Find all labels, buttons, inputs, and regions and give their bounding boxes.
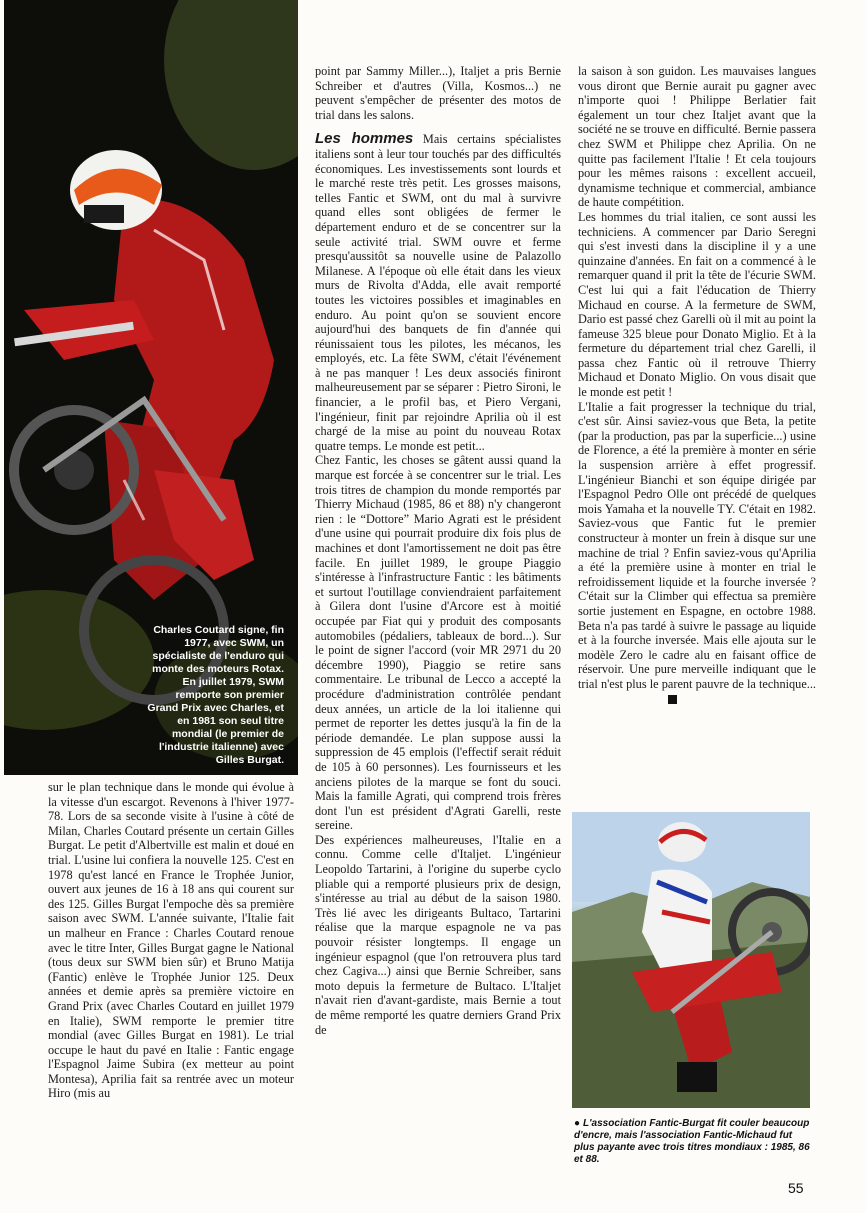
- paragraph: sur le plan technique dans le monde qui évolue à la vitesse d'un escargot. Revenons à l'hiver 1977-78. Lors de sa seconde visite à l'usine à côté de Milan, Charles Coutard présente un certain Gilles Burgat. Le petit d'Albertville est malin et doué en trial. L'usine lui confiera la nouvelle 125. C'est en 1978 qu'est lancé en France le Trophée Junior, ouvert aux jeunes de 16 à 18 ans qui courent sur des 125. Gilles Burgat l'empoche dès sa première saison avec SWM. L'année suivante, l'Italie fait un malheur en France : Charles Coutard renoue avec le titre Inter, Gilles Burgat gagne le National (tous deux sur SWM bien sûr) et Bruno Matija (Fantic) enlève le Trophée Junior 125. Deux années et demie après sa première victoire en Grand Prix (avec Charles Coutard en juillet 1979 en Italie), SWM remporte le premier titre mondial (avec Gilles Burgat en 1981). Le trial occupe le haut du pavé en Italie : Fantic engage l'Espagnol Jaime Subira (ex metteur au point Montesa), Aprilia fait sa rentrée avec un moteur Hiro (mis au: [48, 780, 294, 1101]
- paragraph: point par Sammy Miller...), Italjet a pris Bernie Schreiber et d'autres (Villa, Kosmos...) ne peuvent s'empêcher de présenter des motos de trial dans les salons.: [315, 64, 561, 122]
- paragraph: Chez Fantic, les choses se gâtent aussi quand la marque est forcée à se concentrer sur le trial. Les trois titres de champion du monde remportés par Thierry Michaud (1985, 86 et 88) n'y changeront rien : le “Dottore” Mario Agrati est le président d'une usine qui pourrait produire dix fois plus de machines et dont l'amortissement ne doit pas être facile. En juillet 1989, le groupe Piaggio s'intéresse à l'infrastructure Fantic : les bâtiments et surtout l'outillage conviendraient parfaitement à Gilera dont l'usine d'Arcore est à moitié occupée par Fiat qui y produit des composants automobiles (pédaliers, tableaux de bord...). Sur le point de signer l'accord (voir MR 2971 du 20 décembre 1990), Piaggio se retire sans commentaire. Le tribunal de Lecco a accepté la procédure d'administration contrôlée pendant deux années, un article de la loi italienne qui permet de reporter les dettes jusqu'à la fin de la période demandée. Le plan suppose aussi la suppression de 45 emplois (l'effectif serait réduit de 105 à 60 personnes). Les fournisseurs et les anciens pilotes de la marque se font du souci. Mais la famille Agrati, qui comprend trois frères dont l'un est président d'Agrati Garelli, reste sereine.: [315, 453, 561, 833]
- page-number: 55: [788, 1180, 804, 1196]
- paragraph: la saison à son guidon. Les mauvaises langues vous diront que Bernie aurait pu gagner avec n'importe quoi ! Philippe Berlatier fait également un tour chez Italjet avant que la société ne se trouve en difficulté. Bernie passera chez SWM et Philippe chez Aprilia. On ne quitte pas facilement l'Italie ! Et cela toujours pour les mêmes raisons : excellent accueil, dynamisme technique et commercial, ambiance de haute compétition.: [578, 64, 816, 210]
- text-column-3: [578, 64, 816, 706]
- rider-photo-coutard: [4, 0, 298, 775]
- paragraph-text: Mais certains spécialistes italiens sont à leur tour touchés par des difficultés économiques. Les investissements sont lourds et le marché reste très petit. Les grosses maisons, telles Fantic et SWM, ont du mal à survivre quand elles sont obligées de fermer le département enduro et de se concentrer sur la seule activité trial. SWM ouvre et ferme presqu'aussitôt sa nouvelle usine de Palazollo Milanese. A l'époque où elle était dans les vieux murs de Rivolta d'Adda, elle avait remporté toutes les victoires possibles et imaginables en enduro. Au point qu'on se souvient encore aujourd'hui des banquets de fin d'année qui réunissaient tous les pilotes, les mécanos, les employés, etc. La fête SWM, c'était l'événement à ne pas manquer ! Les deux associés finiront malheureusement par se séparer : Pietro Sironi, le financier, a le profil bas, et Piero Vergani, l'ingénieur, finit par rejoindre Aprilia où il est chargé de la mise au point du nouveau Rotax quatre temps. Le monde est petit...: [315, 132, 561, 453]
- paragraph: Des expériences malheureuses, l'Italie en a connu. Comme celle d'Italjet. L'ingénieur Leopoldo Tartarini, à l'origine du superbe cyclo pliable qui a remporté plusieurs prix de design, s'intéresse au trial au début de la saison 1980. Très lié avec les dirigeants Bultaco, Tartarini réalise que la marque espagnole ne va pas pouvoir résister longtemps. Il engage un ingénieur espagnol (que l'on retrouvera plus tard chez Cagiva...) ainsi que Bernie Schreiber, sans moto depuis la fermeture de Bultaco. L'Italjet n'avait rien d'avant-gardiste, mais Bernie a tout de même remporté les quatre derniers Grand Prix de: [315, 832, 561, 1037]
- section-heading: Les hommes: [315, 130, 414, 148]
- end-of-article-mark: [668, 695, 677, 704]
- paragraph-with-heading: [315, 132, 561, 453]
- caption-text: L'association Fantic-Burgat fit couler beaucoup d'encre, mais l'association Fantic-Michaud fut plus payante avec trois titres mondiaux : 1985, 86 et 88.: [574, 1118, 810, 1165]
- text-column-2: [315, 64, 561, 1037]
- paragraph-text: L'Italie a fait progresser la technique du trial, c'est sûr. Ainsi saviez-vous que Beta, la petite (par la production, pas par la superficie...) usine de Florence, a été la première à monter en série la suspension arrière à effet progressif. L'ingénieur Bianchi et son équipe dirigée par l'Espagnol Pedro Olle ont précédé de quelques mois Yamaha et la nouvelle TY. C'était en 1982. Saviez-vous que Fantic fut le premier constructeur à monter un frein à disque sur une machine de trial ? Enfin saviez-vous qu'Aprilia a été la première usine à monter en trial le refroidissement liquide et la fourche inversée ? C'était sur la Climber qui effectua sa première sortie justement en Espagne, en octobre 1988. Beta n'a pas tardé à suivre le passage au liquide et à la fourche inversée. Mais elle ajouta sur le modèle Zero le cadre alu en faisant office de réservoir. Une pure merveille indiquant que le trial n'est plus le parent pauvre de la technique...: [578, 399, 816, 691]
- bullet-icon: ●: [574, 1118, 581, 1129]
- photo-caption-coutard: Charles Coutard signe, fin 1977, avec SWM, un spécialiste de l'enduro qui monte des moteurs Rotax. En juillet 1979, SWM remporte son premier Grand Prix avec Charles, et en 1981 son seul titre mondial (le premier de l'industrie italienne) avec Gilles Burgat.: [147, 624, 284, 766]
- paragraph: [578, 400, 816, 706]
- rider-illustration: [572, 812, 810, 1108]
- rider-photo-michaud: [572, 812, 810, 1108]
- photo-caption-michaud: [574, 1118, 814, 1166]
- text-column-1: [48, 780, 294, 1101]
- paragraph: Les hommes du trial italien, ce sont aussi les techniciens. A commencer par Dario Seregni qui s'est investi dans la discipline il y a une quinzaine d'années. En fait on a commencé à le remarquer quand il prit la tête de l'écurie SWM. C'est lui qui a fait l'éducation de Thierry Michaud en course. A la fermeture de SWM, Dario est passé chez Garelli où il mit au point la fameuse 325 bleue pour Donato Miglio. Et à la fermeture du département trial chez Garelli, il passa chez Fantic où il retrouve Thierry Michaud et Donato Miglio. On vous disait que le monde est petit !: [578, 209, 816, 400]
